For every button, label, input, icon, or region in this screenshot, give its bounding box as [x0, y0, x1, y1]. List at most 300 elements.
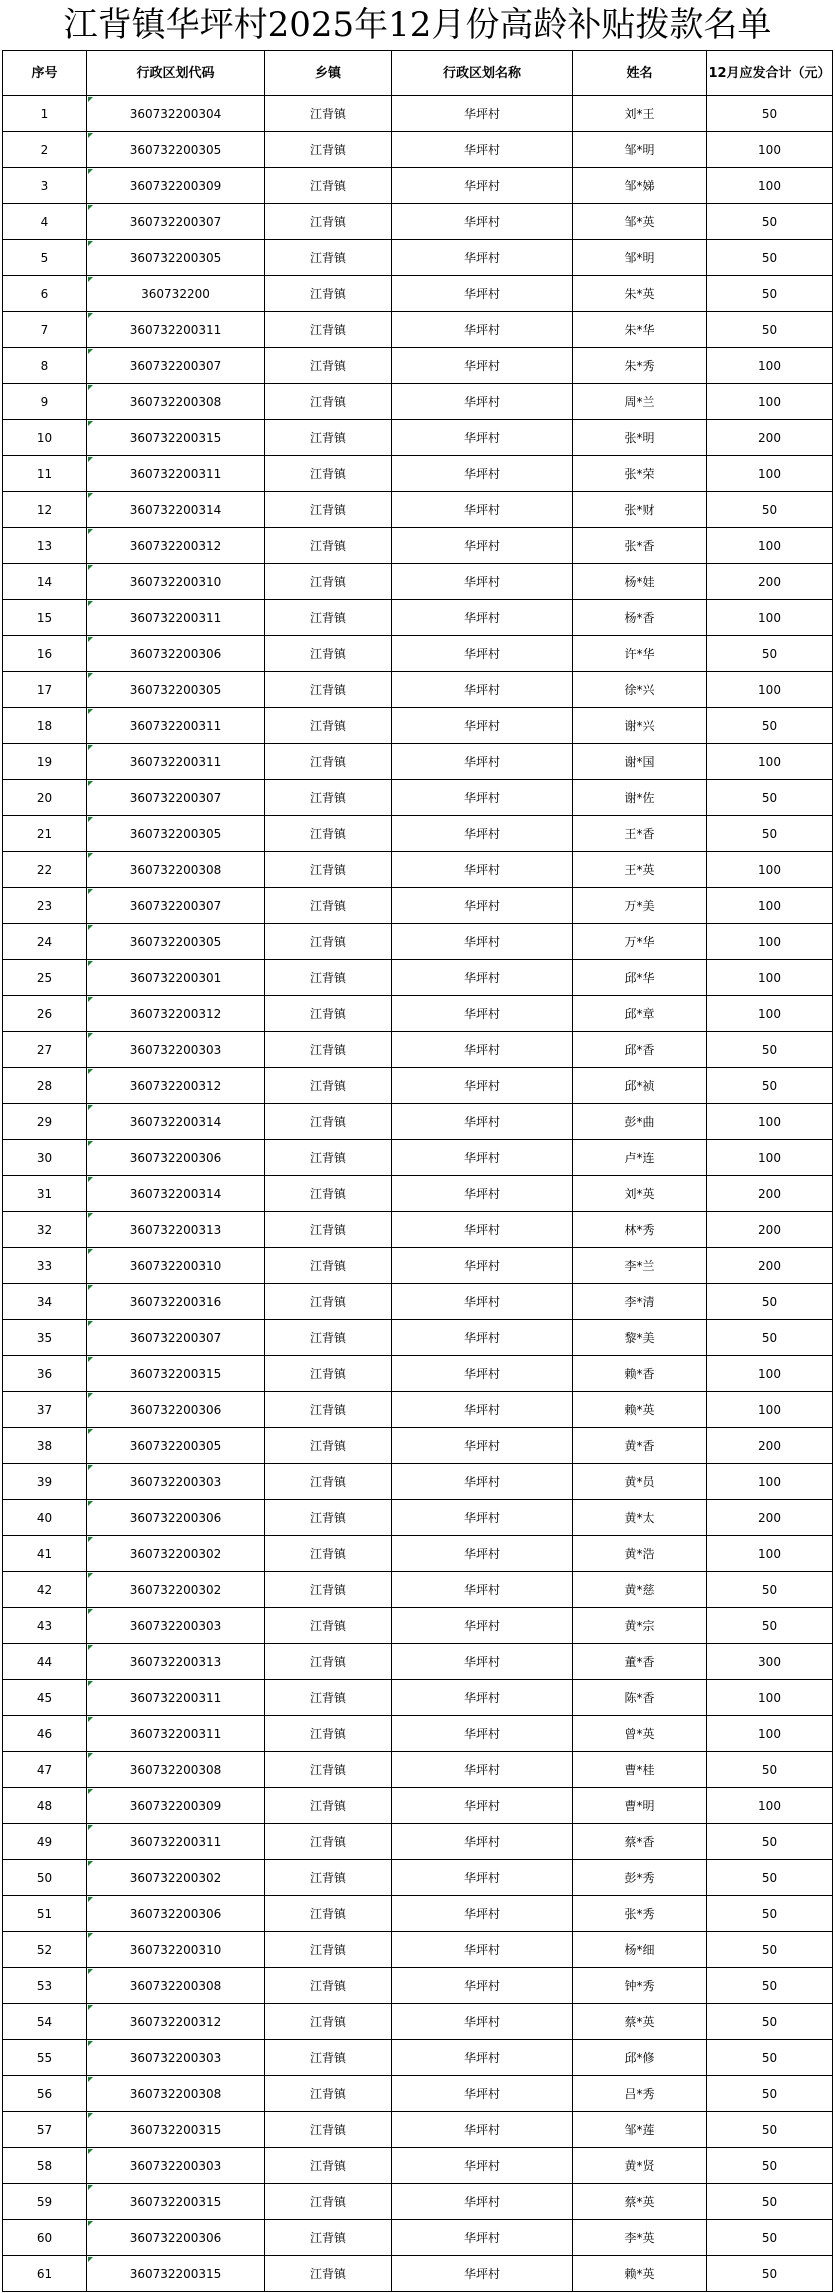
- cell-town: 江背镇: [265, 816, 392, 852]
- table-row: [3, 1572, 833, 1608]
- cell-code: 360732200311: [87, 312, 265, 348]
- cell-town: 江背镇: [265, 276, 392, 312]
- cell-name: 曹*明: [573, 1788, 707, 1824]
- cell-village: 华坪村: [392, 2148, 573, 2184]
- table-row: [3, 2184, 833, 2220]
- table-row: [3, 1104, 833, 1140]
- cell-amount: 100: [707, 1788, 833, 1824]
- cell-village: 华坪村: [392, 492, 573, 528]
- cell-code: 360732200306: [87, 1392, 265, 1428]
- cell-town: 江背镇: [265, 1500, 392, 1536]
- cell-amount: 200: [707, 1428, 833, 1464]
- cell-amount: 200: [707, 1212, 833, 1248]
- table-row: [3, 1140, 833, 1176]
- table-row: [3, 2076, 833, 2112]
- cell-village: 华坪村: [392, 1248, 573, 1284]
- cell-amount: 100: [707, 1140, 833, 1176]
- cell-seq: 43: [3, 1608, 87, 1644]
- cell-code: 360732200310: [87, 564, 265, 600]
- cell-seq: 44: [3, 1644, 87, 1680]
- cell-amount: 100: [707, 1716, 833, 1752]
- cell-name: 黄*浩: [573, 1536, 707, 1572]
- cell-village: 华坪村: [392, 1968, 573, 2004]
- table-row: [3, 1716, 833, 1752]
- cell-code: 360732200307: [87, 348, 265, 384]
- cell-village: 华坪村: [392, 96, 573, 132]
- cell-code: 360732200308: [87, 852, 265, 888]
- cell-amount: 200: [707, 1248, 833, 1284]
- cell-town: 江背镇: [265, 204, 392, 240]
- cell-name: 张*财: [573, 492, 707, 528]
- cell-town: 江背镇: [265, 708, 392, 744]
- cell-amount: 50: [707, 2148, 833, 2184]
- cell-name: 彭*曲: [573, 1104, 707, 1140]
- cell-seq: 7: [3, 312, 87, 348]
- cell-name: 张*明: [573, 420, 707, 456]
- cell-code: 360732200308: [87, 2076, 265, 2112]
- cell-amount: 100: [707, 600, 833, 636]
- cell-seq: 18: [3, 708, 87, 744]
- cell-village: 华坪村: [392, 1176, 573, 1212]
- cell-amount: 100: [707, 852, 833, 888]
- cell-seq: 14: [3, 564, 87, 600]
- table-row: [3, 636, 833, 672]
- cell-town: 江背镇: [265, 1968, 392, 2004]
- cell-town: 江背镇: [265, 1104, 392, 1140]
- table-row: [3, 1788, 833, 1824]
- cell-seq: 52: [3, 1932, 87, 1968]
- cell-code: 360732200307: [87, 204, 265, 240]
- cell-town: 江背镇: [265, 1680, 392, 1716]
- cell-code: 360732200313: [87, 1212, 265, 1248]
- cell-code: 360732200315: [87, 2184, 265, 2220]
- cell-village: 华坪村: [392, 2184, 573, 2220]
- cell-town: 江背镇: [265, 2184, 392, 2220]
- cell-village: 华坪村: [392, 348, 573, 384]
- cell-name: 李*清: [573, 1284, 707, 1320]
- cell-amount: 50: [707, 312, 833, 348]
- cell-code: 360732200311: [87, 1680, 265, 1716]
- cell-code: 360732200316: [87, 1284, 265, 1320]
- cell-code: 360732200306: [87, 1896, 265, 1932]
- cell-village: 华坪村: [392, 1860, 573, 1896]
- cell-town: 江背镇: [265, 492, 392, 528]
- cell-village: 华坪村: [392, 564, 573, 600]
- cell-amount: 50: [707, 492, 833, 528]
- page-title: 江背镇华坪村2025年12月份高龄补贴拨款名单: [63, 5, 772, 45]
- cell-village: 华坪村: [392, 1392, 573, 1428]
- cell-village: 华坪村: [392, 132, 573, 168]
- cell-town: 江背镇: [265, 1644, 392, 1680]
- header-name: 姓名: [573, 51, 707, 96]
- cell-village: 华坪村: [392, 888, 573, 924]
- cell-seq: 21: [3, 816, 87, 852]
- cell-town: 江背镇: [265, 1572, 392, 1608]
- header-village: 行政区划名称: [392, 51, 573, 96]
- cell-code: 360732200312: [87, 1068, 265, 1104]
- table-row: [3, 1176, 833, 1212]
- cell-town: 江背镇: [265, 1068, 392, 1104]
- cell-amount: 100: [707, 528, 833, 564]
- cell-name: 谢*国: [573, 744, 707, 780]
- cell-seq: 13: [3, 528, 87, 564]
- table-row: [3, 1860, 833, 1896]
- cell-seq: 35: [3, 1320, 87, 1356]
- table-row: [3, 1068, 833, 1104]
- cell-amount: 200: [707, 1500, 833, 1536]
- cell-name: 黄*太: [573, 1500, 707, 1536]
- cell-town: 江背镇: [265, 1320, 392, 1356]
- cell-town: 江背镇: [265, 1716, 392, 1752]
- cell-town: 江背镇: [265, 960, 392, 996]
- cell-town: 江背镇: [265, 780, 392, 816]
- cell-town: 江背镇: [265, 1176, 392, 1212]
- table-row: [3, 348, 833, 384]
- cell-name: 邹*娣: [573, 168, 707, 204]
- table-row: [3, 924, 833, 960]
- cell-village: 华坪村: [392, 1896, 573, 1932]
- cell-amount: 50: [707, 1320, 833, 1356]
- cell-seq: 8: [3, 348, 87, 384]
- cell-village: 华坪村: [392, 2220, 573, 2256]
- cell-code: 360732200314: [87, 492, 265, 528]
- cell-amount: 50: [707, 2076, 833, 2112]
- table-row: [3, 276, 833, 312]
- table-row: [3, 132, 833, 168]
- table-row: [3, 888, 833, 924]
- cell-seq: 45: [3, 1680, 87, 1716]
- cell-town: 江背镇: [265, 1392, 392, 1428]
- cell-name: 周*兰: [573, 384, 707, 420]
- cell-seq: 60: [3, 2220, 87, 2256]
- cell-amount: 100: [707, 996, 833, 1032]
- cell-seq: 47: [3, 1752, 87, 1788]
- table-row: [3, 384, 833, 420]
- cell-amount: 50: [707, 2220, 833, 2256]
- table-row: [3, 528, 833, 564]
- cell-amount: 100: [707, 132, 833, 168]
- cell-seq: 24: [3, 924, 87, 960]
- table-row: [3, 1608, 833, 1644]
- cell-seq: 59: [3, 2184, 87, 2220]
- cell-code: 360732200311: [87, 708, 265, 744]
- cell-village: 华坪村: [392, 636, 573, 672]
- cell-village: 华坪村: [392, 1932, 573, 1968]
- cell-code: 360732200313: [87, 1644, 265, 1680]
- cell-code: 360732200302: [87, 1536, 265, 1572]
- cell-seq: 5: [3, 240, 87, 276]
- cell-seq: 46: [3, 1716, 87, 1752]
- cell-village: 华坪村: [392, 1752, 573, 1788]
- cell-amount: 50: [707, 276, 833, 312]
- cell-amount: 50: [707, 2256, 833, 2292]
- cell-seq: 6: [3, 276, 87, 312]
- cell-town: 江背镇: [265, 564, 392, 600]
- cell-town: 江背镇: [265, 888, 392, 924]
- cell-name: 万*美: [573, 888, 707, 924]
- cell-village: 华坪村: [392, 2076, 573, 2112]
- cell-village: 华坪村: [392, 2256, 573, 2292]
- cell-town: 江背镇: [265, 348, 392, 384]
- cell-town: 江背镇: [265, 420, 392, 456]
- cell-village: 华坪村: [392, 1716, 573, 1752]
- cell-name: 吕*秀: [573, 2076, 707, 2112]
- cell-code: 360732200308: [87, 1968, 265, 2004]
- cell-village: 华坪村: [392, 1680, 573, 1716]
- cell-amount: 100: [707, 924, 833, 960]
- cell-village: 华坪村: [392, 852, 573, 888]
- table-row: [3, 1212, 833, 1248]
- cell-amount: 50: [707, 1932, 833, 1968]
- cell-seq: 10: [3, 420, 87, 456]
- cell-seq: 55: [3, 2040, 87, 2076]
- cell-amount: 50: [707, 2112, 833, 2148]
- cell-seq: 19: [3, 744, 87, 780]
- cell-name: 邹*英: [573, 204, 707, 240]
- cell-village: 华坪村: [392, 276, 573, 312]
- cell-name: 黎*美: [573, 1320, 707, 1356]
- cell-amount: 50: [707, 2184, 833, 2220]
- cell-name: 邱*华: [573, 960, 707, 996]
- table-row: [3, 1824, 833, 1860]
- cell-code: 360732200311: [87, 1716, 265, 1752]
- cell-village: 华坪村: [392, 744, 573, 780]
- cell-amount: 50: [707, 2040, 833, 2076]
- cell-amount: 50: [707, 1032, 833, 1068]
- cell-amount: 100: [707, 348, 833, 384]
- cell-town: 江背镇: [265, 168, 392, 204]
- subsidy-table: [2, 50, 833, 2292]
- cell-code: 360732200309: [87, 1788, 265, 1824]
- cell-code: 360732200307: [87, 1320, 265, 1356]
- cell-village: 华坪村: [392, 1068, 573, 1104]
- cell-name: 林*秀: [573, 1212, 707, 1248]
- table-row: [3, 816, 833, 852]
- cell-amount: 50: [707, 1284, 833, 1320]
- cell-name: 赖*香: [573, 1356, 707, 1392]
- table-row: [3, 1032, 833, 1068]
- cell-code: 360732200307: [87, 888, 265, 924]
- cell-seq: 23: [3, 888, 87, 924]
- cell-code: 360732200306: [87, 636, 265, 672]
- cell-amount: 50: [707, 708, 833, 744]
- cell-seq: 58: [3, 2148, 87, 2184]
- cell-village: 华坪村: [392, 384, 573, 420]
- cell-name: 张*秀: [573, 1896, 707, 1932]
- cell-town: 江背镇: [265, 2256, 392, 2292]
- table-row: [3, 1248, 833, 1284]
- cell-seq: 29: [3, 1104, 87, 1140]
- cell-name: 黄*贤: [573, 2148, 707, 2184]
- cell-amount: 50: [707, 96, 833, 132]
- cell-name: 黄*宗: [573, 1608, 707, 1644]
- cell-amount: 100: [707, 1104, 833, 1140]
- table-row: [3, 1464, 833, 1500]
- table-row: [3, 1356, 833, 1392]
- cell-seq: 20: [3, 780, 87, 816]
- cell-village: 华坪村: [392, 600, 573, 636]
- cell-town: 江背镇: [265, 1536, 392, 1572]
- cell-name: 钟*秀: [573, 1968, 707, 2004]
- cell-code: 360732200311: [87, 744, 265, 780]
- cell-village: 华坪村: [392, 708, 573, 744]
- cell-code: 360732200303: [87, 1608, 265, 1644]
- cell-village: 华坪村: [392, 420, 573, 456]
- cell-code: 360732200315: [87, 1356, 265, 1392]
- cell-town: 江背镇: [265, 600, 392, 636]
- cell-name: 徐*兴: [573, 672, 707, 708]
- table-row: [3, 2004, 833, 2040]
- cell-name: 杨*香: [573, 600, 707, 636]
- cell-amount: 50: [707, 1860, 833, 1896]
- cell-name: 邱*祯: [573, 1068, 707, 1104]
- cell-town: 江背镇: [265, 1752, 392, 1788]
- cell-name: 邹*明: [573, 132, 707, 168]
- header-seq: 序号: [3, 51, 87, 96]
- cell-amount: 100: [707, 1536, 833, 1572]
- cell-seq: 34: [3, 1284, 87, 1320]
- table-row: [3, 708, 833, 744]
- cell-amount: 50: [707, 2004, 833, 2040]
- cell-name: 朱*华: [573, 312, 707, 348]
- cell-seq: 40: [3, 1500, 87, 1536]
- cell-town: 江背镇: [265, 2040, 392, 2076]
- table-row: [3, 2256, 833, 2292]
- cell-name: 蔡*英: [573, 2184, 707, 2220]
- cell-seq: 26: [3, 996, 87, 1032]
- cell-town: 江背镇: [265, 312, 392, 348]
- cell-town: 江背镇: [265, 132, 392, 168]
- cell-seq: 9: [3, 384, 87, 420]
- cell-name: 刘*王: [573, 96, 707, 132]
- header-town: 乡镇: [265, 51, 392, 96]
- cell-village: 华坪村: [392, 240, 573, 276]
- cell-village: 华坪村: [392, 1284, 573, 1320]
- cell-town: 江背镇: [265, 672, 392, 708]
- cell-code: 360732200308: [87, 1752, 265, 1788]
- cell-village: 华坪村: [392, 1788, 573, 1824]
- cell-name: 黄*慈: [573, 1572, 707, 1608]
- cell-name: 谢*兴: [573, 708, 707, 744]
- cell-name: 邱*香: [573, 1032, 707, 1068]
- cell-name: 黄*员: [573, 1464, 707, 1500]
- table-row: [3, 1680, 833, 1716]
- table-row: [3, 2112, 833, 2148]
- cell-amount: 100: [707, 1464, 833, 1500]
- cell-amount: 100: [707, 960, 833, 996]
- cell-town: 江背镇: [265, 2004, 392, 2040]
- header-amount: 12月应发合计（元）: [707, 51, 833, 96]
- table-row: [3, 1968, 833, 2004]
- cell-amount: 50: [707, 816, 833, 852]
- cell-village: 华坪村: [392, 312, 573, 348]
- header-code: 行政区划代码: [87, 51, 265, 96]
- cell-village: 华坪村: [392, 1500, 573, 1536]
- cell-code: 360732200304: [87, 96, 265, 132]
- cell-name: 万*华: [573, 924, 707, 960]
- cell-name: 谢*佐: [573, 780, 707, 816]
- cell-amount: 100: [707, 456, 833, 492]
- cell-code: 360732200: [87, 276, 265, 312]
- table-row: [3, 2220, 833, 2256]
- cell-town: 江背镇: [265, 240, 392, 276]
- cell-town: 江背镇: [265, 96, 392, 132]
- cell-code: 360732200311: [87, 1824, 265, 1860]
- cell-village: 华坪村: [392, 1464, 573, 1500]
- cell-code: 360732200305: [87, 672, 265, 708]
- cell-village: 华坪村: [392, 2112, 573, 2148]
- cell-name: 杨*娃: [573, 564, 707, 600]
- cell-name: 王*香: [573, 816, 707, 852]
- cell-code: 360732200314: [87, 1176, 265, 1212]
- cell-code: 360732200312: [87, 996, 265, 1032]
- cell-seq: 28: [3, 1068, 87, 1104]
- cell-village: 华坪村: [392, 1644, 573, 1680]
- cell-amount: 200: [707, 564, 833, 600]
- cell-code: 360732200310: [87, 1248, 265, 1284]
- cell-seq: 31: [3, 1176, 87, 1212]
- cell-town: 江背镇: [265, 1140, 392, 1176]
- table-row: [3, 1284, 833, 1320]
- cell-seq: 50: [3, 1860, 87, 1896]
- cell-name: 邱*章: [573, 996, 707, 1032]
- cell-code: 360732200312: [87, 2004, 265, 2040]
- cell-amount: 100: [707, 168, 833, 204]
- cell-town: 江背镇: [265, 1212, 392, 1248]
- cell-village: 华坪村: [392, 2040, 573, 2076]
- cell-town: 江背镇: [265, 1356, 392, 1392]
- cell-seq: 17: [3, 672, 87, 708]
- cell-code: 360732200305: [87, 1428, 265, 1464]
- cell-village: 华坪村: [392, 528, 573, 564]
- cell-name: 李*兰: [573, 1248, 707, 1284]
- cell-town: 江背镇: [265, 1428, 392, 1464]
- cell-amount: 100: [707, 1392, 833, 1428]
- table-header-row: [3, 51, 833, 96]
- cell-amount: 50: [707, 1896, 833, 1932]
- cell-amount: 50: [707, 780, 833, 816]
- cell-seq: 37: [3, 1392, 87, 1428]
- table-row: [3, 204, 833, 240]
- cell-town: 江背镇: [265, 996, 392, 1032]
- cell-amount: 50: [707, 1968, 833, 2004]
- table-row: [3, 564, 833, 600]
- cell-town: 江背镇: [265, 1608, 392, 1644]
- table-row: [3, 492, 833, 528]
- cell-seq: 38: [3, 1428, 87, 1464]
- cell-name: 朱*秀: [573, 348, 707, 384]
- cell-village: 华坪村: [392, 780, 573, 816]
- table-row: [3, 1536, 833, 1572]
- cell-seq: 54: [3, 2004, 87, 2040]
- cell-amount: 50: [707, 1824, 833, 1860]
- cell-code: 360732200301: [87, 960, 265, 996]
- table-row: [3, 1320, 833, 1356]
- cell-seq: 25: [3, 960, 87, 996]
- cell-seq: 4: [3, 204, 87, 240]
- cell-amount: 50: [707, 636, 833, 672]
- cell-seq: 49: [3, 1824, 87, 1860]
- cell-seq: 1: [3, 96, 87, 132]
- table-row: [3, 996, 833, 1032]
- cell-village: 华坪村: [392, 456, 573, 492]
- cell-village: 华坪村: [392, 816, 573, 852]
- cell-town: 江背镇: [265, 852, 392, 888]
- cell-code: 360732200306: [87, 1140, 265, 1176]
- cell-amount: 300: [707, 1644, 833, 1680]
- cell-village: 华坪村: [392, 1608, 573, 1644]
- table-row: [3, 1644, 833, 1680]
